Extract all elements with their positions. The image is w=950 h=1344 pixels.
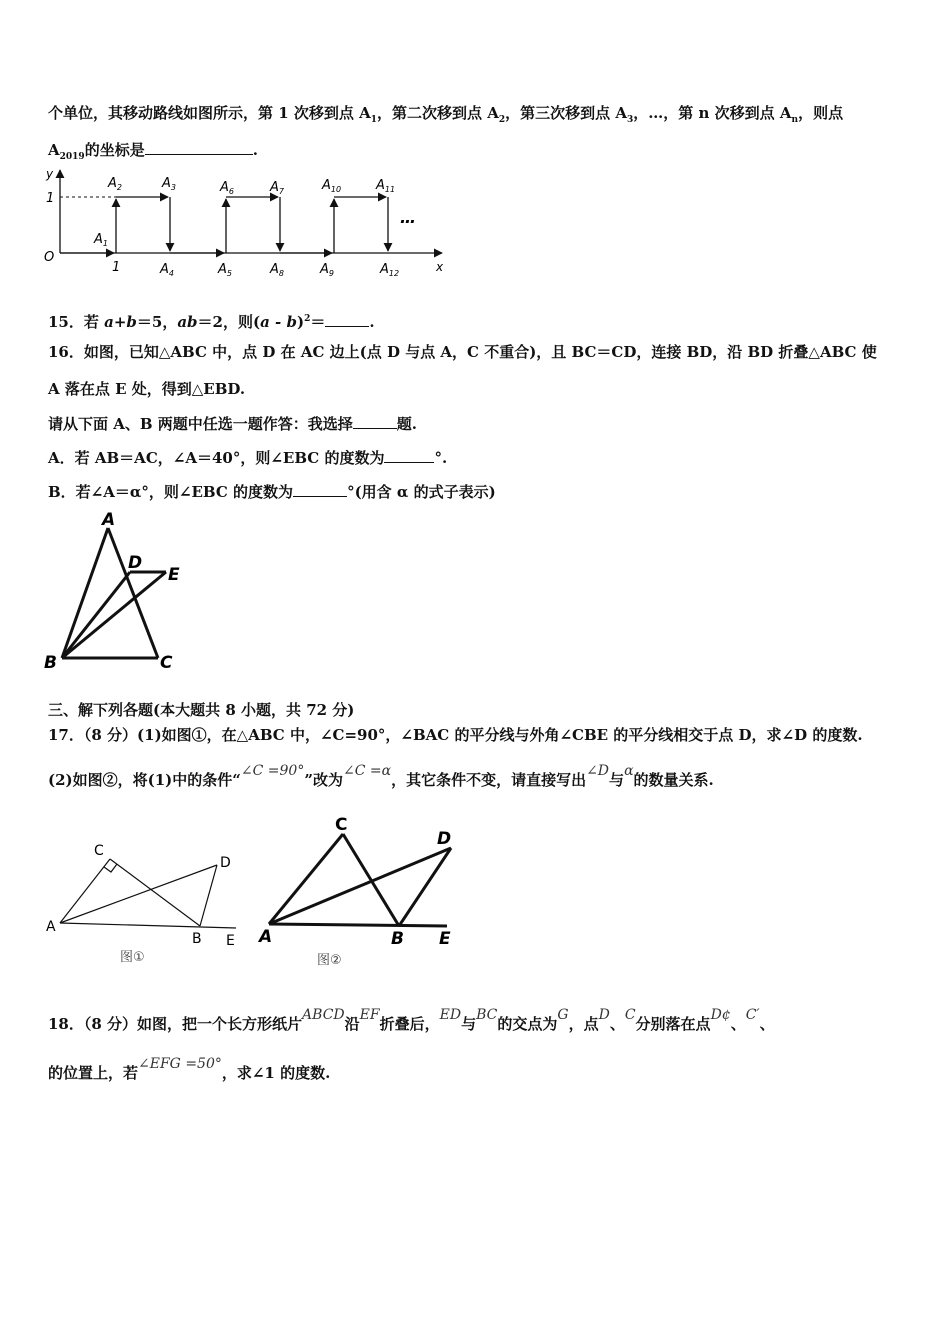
q16-line2: A 落在点 E 处，得到△EBD.: [48, 380, 246, 398]
ellipsis: …: [400, 208, 416, 227]
q14-line1: 个单位，其移动路线如图所示，第 1 次移到点 $A_1$，第二次移到点 $A_2$，第三次移到点 $A_3$，…，第 n 次移到点 $A_n$，则点: [48, 104, 844, 125]
fig2-label-E: E: [439, 929, 451, 949]
label-E: E: [168, 565, 180, 585]
point-label-A2: $A_2$: [108, 176, 122, 192]
y-tick-label: 1: [46, 191, 55, 206]
q17-figure-1: [40, 835, 250, 970]
fig2-label-C: C: [335, 815, 348, 835]
y-axis-label: y: [46, 167, 54, 181]
point-label-A4: $A_4$: [160, 262, 174, 278]
fig2-caption: 图②: [317, 953, 342, 968]
q17-line1: 17．（8 分）(1)如图①，在△ABC 中，∠C=90°，∠BAC 的平分线与外角∠CBE 的平分线相交于点 D，求∠D 的度数.: [48, 726, 863, 744]
point-label-A10: $A_{10}$: [322, 178, 342, 194]
fig1-label-B: B: [192, 931, 202, 947]
q16-option-a: A．若 AB＝AC，∠A＝40°，则∠EBC 的度数为 °.: [48, 449, 448, 467]
point-label-A1: $A_1$: [94, 232, 108, 248]
point-label-A12: $A_{12}$: [380, 262, 400, 278]
label-D: D: [128, 553, 143, 573]
q18-line1: 18．（8 分）如图，把一个长方形纸片ABCD沿EF折叠后，ED与BC的交点为G，点D、C分别落在点D¢、C′、: [48, 1007, 775, 1033]
q17-figure-2: [255, 812, 465, 972]
q17-line2: (2)如图②，将(1)中的条件“∠C =90°”改为∠C =α，其它条件不变，请直接写出∠D与α的数量关系.: [48, 763, 714, 789]
x-tick-label: 1: [112, 260, 121, 275]
answer-blank[interactable]: [353, 413, 397, 429]
fig2-label-D: D: [437, 829, 452, 849]
answer-blank[interactable]: [145, 139, 253, 155]
fig2-label-B: B: [391, 929, 404, 949]
point-label-A8: $A_8$: [270, 262, 284, 278]
point-labels: [93, 176, 399, 278]
point-label-A3: $A_3$: [162, 176, 176, 192]
label-C: C: [160, 653, 173, 673]
fig1-label-E: E: [226, 933, 235, 949]
point-label-A11: $A_{11}$: [376, 178, 396, 194]
x-axis-label: x: [436, 260, 444, 274]
q16-option-b: B．若∠A＝α°，则∠EBC 的度数为 °(用含 α 的式子表示): [48, 483, 496, 501]
point-label-A6: $A_6$: [220, 180, 234, 196]
fig1-caption: 图①: [120, 950, 145, 965]
q15-line: 15．若 a+b＝5，ab＝2，则(a - b)$^2$＝ .: [48, 313, 375, 331]
label-B: B: [44, 653, 57, 673]
fig2-label-A: A: [259, 927, 273, 947]
label-A: A: [102, 510, 116, 530]
point-label-A5: $A_5$: [218, 262, 232, 278]
q18-line2: 的位置上，若∠EFG =50°，求∠1 的度数.: [48, 1056, 331, 1082]
q14-figure: [40, 165, 460, 280]
fig1-label-D: D: [220, 855, 231, 871]
fig1-label-A: A: [46, 919, 56, 935]
point-label-A7: $A_7$: [270, 180, 284, 196]
section-heading: 三、解下列各题(本大题共 8 小题，共 72 分): [48, 701, 355, 719]
fig1-label-C: C: [94, 843, 104, 859]
q16-line1: 16．如图，已知△ABC 中，点 D 在 AC 边上(点 D 与点 A，C 不重合)，且 BC＝CD，连接 BD，沿 BD 折叠△ABC 使: [48, 343, 877, 361]
q16-line3: 请从下面 A、B 两题中任选一题作答：我选择 题.: [48, 415, 417, 433]
answer-blank[interactable]: [325, 311, 369, 327]
movement-path: [60, 197, 388, 253]
origin-label: O: [44, 250, 55, 265]
answer-blank[interactable]: [384, 447, 434, 463]
point-label-A9: $A_9$: [320, 262, 334, 278]
q16-figure: [40, 510, 200, 680]
answer-blank[interactable]: [293, 481, 347, 497]
q14-line2: $A_{2019}$的坐标是 .: [48, 141, 258, 162]
